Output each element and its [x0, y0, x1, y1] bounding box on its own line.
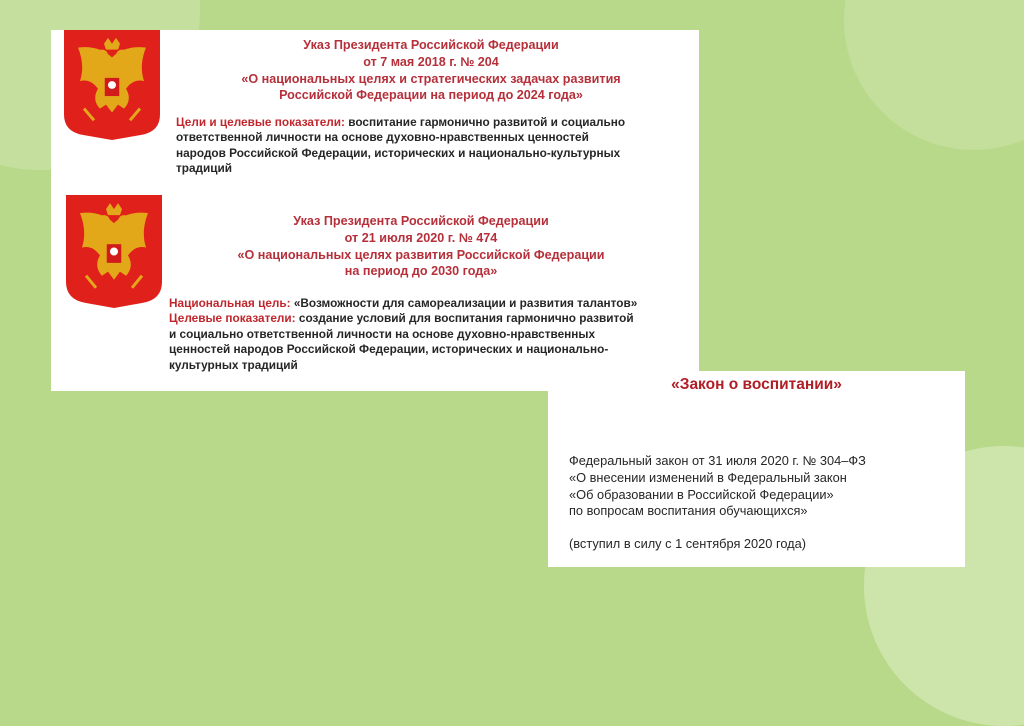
law-description [569, 453, 959, 520]
decree-2020-goals [169, 296, 697, 373]
decree-2018-goals [176, 115, 698, 177]
decrees-panel [51, 30, 699, 391]
background-circle-top-right [844, 0, 1024, 150]
heading-line: Указ Президента Российской Федерации [293, 214, 549, 228]
goals-label: Цели и целевые показатели: [176, 115, 345, 129]
goals-text: воспитание гармонично развитой и социально [344, 115, 626, 129]
heading-line: от 21 июля 2020 г. № 474 [344, 230, 498, 245]
indicators-text: и социально ответственной личности на основе духовно-нравственных [169, 326, 596, 341]
decree-2018-heading [181, 37, 681, 104]
russian-coat-of-arms-icon [64, 30, 160, 140]
goals-text: ответственной личности на основе духовно-нравственных ценностей [176, 130, 589, 145]
heading-line: от 7 мая 2018 г. № 204 [363, 54, 499, 69]
law-line: Федеральный закон от 31 июля 2020 г. № 304–ФЗ [569, 453, 866, 468]
decree-2020-heading [171, 213, 671, 280]
law-line: «Об образовании в Российской Федерации» [569, 486, 834, 502]
law-effective-note: (вступил в силу с 1 сентября 2020 года) [569, 536, 807, 551]
heading-line: «О национальных целях и стратегических задачах развития [241, 71, 621, 86]
heading-line: на период до 2030 года» [344, 264, 498, 279]
heading-line: Указ Президента Российской Федерации [303, 38, 559, 52]
education-law-panel [548, 371, 965, 567]
indicators-label: Целевые показатели: [169, 311, 296, 326]
national-goal-label: Национальная цель: [169, 296, 291, 310]
national-goal-text: «Возможности для самореализации и развития талантов» [290, 296, 638, 310]
heading-line: Российской Федерации на период до 2024 года» [279, 88, 583, 103]
law-line: по вопросам воспитания обучающихся» [569, 503, 808, 519]
indicators-text: культурных традиций [169, 357, 298, 372]
law-line: «О внесении изменений в Федеральный закон [569, 469, 847, 485]
indicators-text: создание условий для воспитания гармонично развитой [295, 311, 634, 326]
russian-coat-of-arms-icon [66, 195, 162, 308]
goals-text: традиций [176, 161, 233, 176]
heading-line: «О национальных целях развития Российской Федерации [237, 247, 605, 262]
goals-text: народов Российской Федерации, исторических и национально-культурных [176, 145, 621, 160]
law-title: «Закон о воспитании» [671, 376, 842, 393]
indicators-text: ценностей народов Российской Федерации, исторических и национально- [169, 342, 609, 357]
